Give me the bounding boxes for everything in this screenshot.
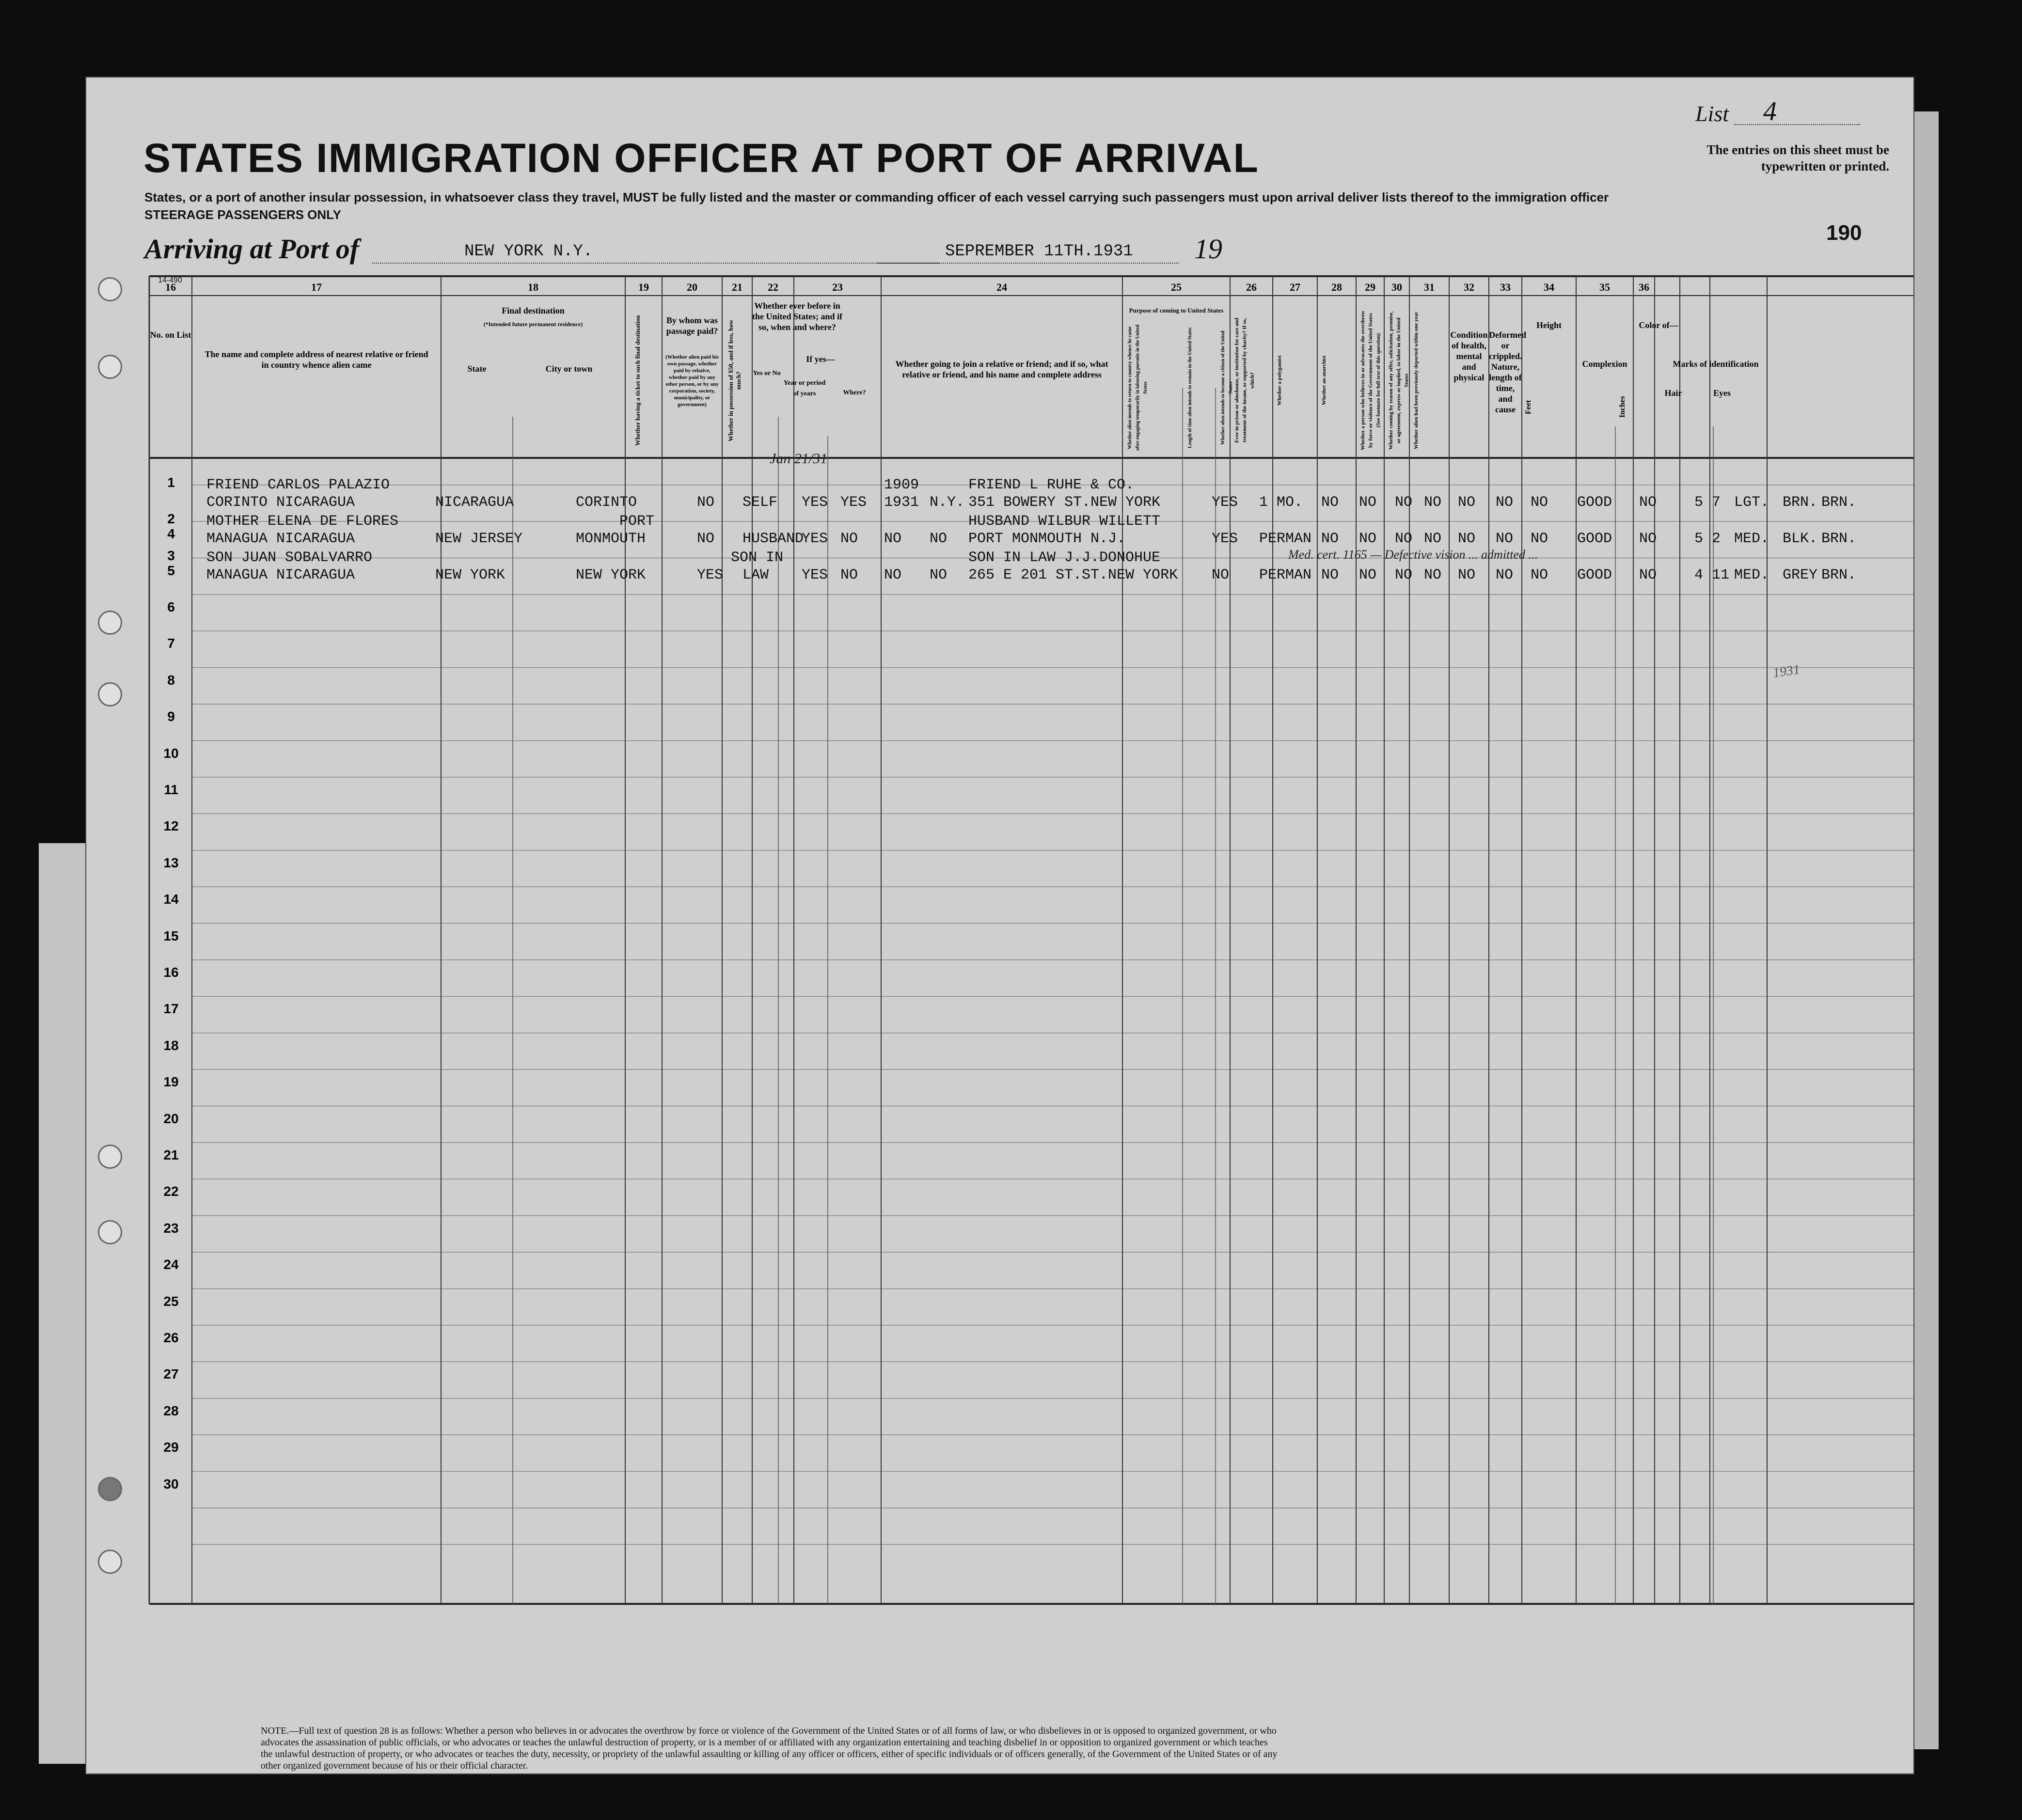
column-number: 35: [1599, 281, 1610, 293]
page-number: 190: [1826, 221, 1862, 245]
binder-hole: [98, 355, 122, 379]
column-number: 30: [1391, 281, 1402, 293]
manifest-grid: [86, 78, 1913, 1773]
fifty-dollars: YES: [802, 494, 828, 511]
row-number: 4: [167, 526, 175, 542]
join-relative: HUSBAND WILBUR WILLETT: [968, 513, 1161, 530]
height-feet: 4: [1694, 567, 1704, 583]
height-inches: 11: [1712, 567, 1730, 583]
column-number: 32: [1464, 281, 1474, 293]
eye-color: BRN.: [1821, 531, 1857, 547]
column-number: 31: [1424, 281, 1435, 293]
relative-address: MANAGUA NICARAGUA: [206, 531, 355, 547]
eye-color: BRN.: [1821, 567, 1857, 583]
citizen-intent: NO: [1321, 531, 1339, 547]
health: GOOD: [1577, 567, 1612, 583]
before-in-us: NO: [840, 531, 858, 547]
hair-color: BLK.: [1783, 531, 1818, 547]
row-number: 20: [163, 1111, 179, 1126]
relative-address: CORINTO NICARAGUA: [206, 494, 355, 511]
column-header: Height: [1536, 320, 1562, 330]
return-intent: YES: [1212, 494, 1238, 511]
row-number: 10: [163, 745, 179, 761]
row-number: 6: [167, 599, 175, 614]
ticket: NO: [697, 531, 715, 547]
deformed: NO: [1639, 567, 1657, 583]
column-subheader: Hair: [1664, 388, 1682, 398]
column-header: Whether a person who believes in or advocates the overthrow by force or violence of the Government of the United States (See footnote for full text of this question): [1360, 310, 1381, 451]
binder-hole: [98, 1550, 122, 1574]
column-subheader: City or town: [545, 364, 593, 374]
where: N.Y.: [930, 494, 965, 511]
overthrow: NO: [1458, 567, 1476, 583]
length-of-stay: 1 MO.: [1259, 494, 1303, 511]
relative-name: MOTHER ELENA DE FLORES: [206, 513, 399, 530]
manifest-sheet: [86, 78, 1913, 1804]
column-number: 17: [311, 281, 322, 293]
join-relative: FRIEND L RUHE & CO.: [968, 477, 1135, 493]
column-subheader: If yes—: [806, 354, 835, 364]
year-period: NO: [884, 531, 902, 547]
dest-city: NEW YORK: [576, 567, 646, 583]
column-header: Whether having a ticket to such final destination: [634, 315, 641, 446]
column-header: Whether ever before in the United States; and if so, when and where?: [752, 301, 843, 332]
column-subheader: State: [467, 364, 487, 374]
deported: NO: [1531, 567, 1548, 583]
health: GOOD: [1577, 494, 1612, 511]
row-number: 23: [163, 1220, 179, 1236]
labor-offer: NO: [1496, 494, 1514, 511]
column-subheader: Whether alien intends to return to country whence he came after engaging temporarily in laboring pursuits in the United States: [1127, 325, 1148, 451]
anarchist: NO: [1424, 567, 1442, 583]
row-number: 22: [163, 1184, 179, 1199]
column-subheader: Year or period of years: [783, 379, 826, 397]
list-number: 4: [1763, 96, 1777, 126]
ticket: YES: [697, 567, 724, 583]
list-label: List: [1695, 101, 1729, 126]
column-subheader: (Whether alien paid his own passage, whether paid by relative, whether paid by any other person, or by any corporation, society, municipality, or government): [665, 354, 719, 408]
year-period-line1: 1909: [884, 477, 919, 493]
row-number: 21: [163, 1147, 179, 1162]
fifty-dollars: YES: [802, 567, 828, 583]
arriving-label: Arriving at Port of: [144, 233, 360, 265]
column-number: 18: [528, 281, 538, 293]
passage-paid: LAW: [742, 567, 769, 583]
column-header: Whether coming by reason of any offer, solicitation, promise, or agreement, express or implied, to labor in the United States: [1388, 311, 1409, 450]
height-feet: 5: [1694, 494, 1704, 511]
row-number: 19: [163, 1074, 179, 1090]
height-feet: 5: [1694, 531, 1704, 547]
column-header: Marks of identification: [1673, 359, 1759, 369]
column-header: Ever in prison or almshouse, or institution for care and treatment of the insane, or supported by charity? If so, which?: [1234, 317, 1255, 443]
relative-name: FRIEND CARLOS PALAZIO: [206, 477, 390, 493]
row-number: 27: [163, 1366, 179, 1382]
column-header: Purpose of coming to United States: [1129, 307, 1224, 314]
underlying-sheet: [39, 843, 92, 1764]
prison-almshouse: NO: [1359, 567, 1377, 583]
column-subheader: Inches: [1618, 396, 1627, 418]
row-number: 2: [167, 511, 175, 527]
join-address: 265 E 201 ST.ST.NEW YORK: [968, 567, 1178, 583]
passage-paid: SELF: [742, 494, 778, 511]
column-header: Condition of health, mental and physical: [1450, 330, 1488, 382]
year-period: 1931: [884, 494, 919, 511]
column-header: Whether a polygamist: [1277, 355, 1282, 406]
column-header: Whether going to join a relative or friend; and if so, what relative or friend, and his name and complete address: [895, 359, 1108, 379]
row-number: 26: [163, 1330, 179, 1345]
complexion: LGT.: [1734, 494, 1769, 511]
year-period: NO: [884, 567, 902, 583]
binder-hole: [98, 682, 122, 706]
row-number: 16: [163, 965, 179, 980]
return-intent: YES: [1212, 531, 1238, 547]
join-address: PORT MONMOUTH N.J.: [968, 531, 1126, 547]
labor-offer: NO: [1496, 531, 1514, 547]
column-number: 24: [996, 281, 1007, 293]
column-number: 33: [1500, 281, 1511, 293]
labor-offer: NO: [1496, 567, 1514, 583]
height-inches: 7: [1712, 494, 1721, 511]
column-number: 36: [1639, 281, 1649, 293]
row-number: 1: [167, 475, 175, 490]
row-number: 29: [163, 1440, 179, 1455]
column-number: 21: [732, 281, 742, 293]
citizen-intent: NO: [1321, 494, 1339, 511]
binder-hole: [98, 611, 122, 635]
row-number: 5: [167, 563, 175, 578]
column-subheader: Eyes: [1713, 388, 1731, 398]
column-number: 19: [638, 281, 649, 293]
join-address: 351 BOWERY ST.NEW YORK: [968, 494, 1161, 511]
overthrow: NO: [1458, 531, 1476, 547]
deported: NO: [1531, 531, 1548, 547]
anarchist: NO: [1424, 494, 1442, 511]
ticket: NO: [697, 494, 715, 511]
column-header: Whether alien had been previously deported within one year: [1413, 312, 1419, 449]
row-number: 14: [163, 892, 179, 907]
form-title: STATES IMMIGRATION OFFICER AT PORT OF ARRIVAL: [143, 135, 1259, 181]
row-number: 24: [163, 1257, 179, 1272]
column-subheader: Feet: [1524, 400, 1532, 414]
deformed: NO: [1639, 531, 1657, 547]
hair-color: BRN.: [1783, 494, 1818, 511]
complexion: MED.: [1734, 531, 1769, 547]
handwritten-date: Jan 21/31: [770, 451, 828, 467]
deformed: NO: [1639, 494, 1657, 511]
dest-state: NEW JERSEY: [435, 531, 523, 547]
join-relative: SON IN LAW J.J.DONOHUE: [968, 549, 1161, 566]
underlying-sheet-right: [1910, 111, 1939, 1749]
handwritten-medical-note: Med. cert. 1165 — Defective vision ... admitted ...: [1288, 548, 1538, 562]
return-intent: NO: [1212, 567, 1230, 583]
footer-code: 14-490: [1201, 1797, 1222, 1804]
port-value: NEW YORK N.Y.: [464, 242, 593, 261]
steerage-label: STEERAGE PASSENGERS ONLY: [144, 207, 341, 222]
dest-state: NEW YORK: [435, 567, 506, 583]
row-number: 13: [163, 855, 179, 870]
binder-hole: [98, 1477, 122, 1501]
column-number: 23: [832, 281, 843, 293]
binder-hole: [98, 1220, 122, 1244]
column-number: 27: [1290, 281, 1300, 293]
passage-paid-line1: SON IN: [731, 549, 784, 566]
row-number: 17: [163, 1001, 179, 1017]
column-header: Color of—: [1639, 320, 1678, 330]
column-header: Whether an anarchist: [1321, 355, 1327, 406]
before-in-us: YES: [840, 494, 867, 511]
row-number: 3: [167, 548, 175, 563]
year-label: 19: [1194, 233, 1222, 265]
column-subheader: Length of time alien intends to remain in the United States: [1187, 327, 1193, 448]
relative-address: MANAGUA NICARAGUA: [206, 567, 355, 583]
polygamist: NO: [1395, 567, 1413, 583]
column-number: 22: [768, 281, 778, 293]
binder-hole: [98, 1145, 122, 1169]
row-number: 28: [163, 1403, 179, 1418]
dest-city-line1: PORT: [619, 513, 655, 530]
column-number: 25: [1171, 281, 1182, 293]
row-number: 18: [163, 1037, 179, 1053]
anarchist: NO: [1424, 531, 1442, 547]
prison-almshouse: NO: [1359, 494, 1377, 511]
date-value: SEPREMBER 11TH.1931: [945, 242, 1133, 261]
complexion: MED.: [1734, 567, 1769, 583]
health: GOOD: [1577, 531, 1612, 547]
column-number: 34: [1544, 281, 1554, 293]
hair-color: GREY: [1783, 567, 1818, 583]
row-number: 8: [167, 672, 175, 688]
deported: NO: [1531, 494, 1548, 511]
column-number: 26: [1246, 281, 1257, 293]
row-number: 7: [167, 636, 175, 651]
entries-note: The entries on this sheet must be typewritten or printed.: [1706, 142, 1889, 173]
length-of-stay: PERMAN: [1259, 567, 1312, 583]
row-number: 30: [163, 1476, 179, 1491]
footnote: NOTE.—Full text of question 28 is as follows: Whether a person who believes in or advocates the overthrow by force or violence of the Government of the United States or of all forms of law, or who disbelieves in or is opposed to organized government, or who advocates the assassination of public officials, or who advocates or teaches the unlawful destruction of property, or is a member of or affiliated with any organization entertaining and teaching disbelief in or opposition to organized government or which teaches the unlawful destruction of property, or who advocates or teaches the duty, necessity, or propriety of the unlawful assaulting or killing of any officer or officers, either of specific individuals or of officers generally, of the Government of the United States or of any other organized government because of his or their official character.: [261, 1726, 1278, 1771]
column-subheader: (*Intended future permanent residence): [483, 321, 583, 328]
polygamist: NO: [1395, 494, 1413, 511]
column-header: Deformed or crippled. Nature, length of time, and cause: [1489, 330, 1526, 414]
column-header: Final destination: [502, 306, 565, 315]
relative-name: SON JUAN SOBALVARRO: [206, 549, 373, 566]
before-in-us: NO: [840, 567, 858, 583]
column-header: By whom was passage paid?: [666, 315, 718, 336]
column-number: 16: [165, 281, 176, 293]
row-number: 9: [167, 709, 175, 724]
dest-city: CORINTO: [576, 494, 637, 511]
where: NO: [930, 531, 948, 547]
column-header: Whether in possession of $50, and if less, how much?: [727, 319, 742, 441]
dest-city: MONMOUTH: [576, 531, 646, 547]
row-number: 11: [164, 782, 178, 797]
where: NO: [930, 567, 948, 583]
overthrow: NO: [1458, 494, 1476, 511]
citizen-intent: NO: [1321, 567, 1339, 583]
column-header: The name and complete address of nearest relative or friend in country whence alien came: [205, 349, 428, 370]
column-header: Complexion: [1582, 359, 1627, 369]
column-subheader: Yes or No: [753, 370, 781, 377]
column-number: 29: [1365, 281, 1375, 293]
eye-color: BRN.: [1821, 494, 1857, 511]
form-code: 14-490: [158, 276, 182, 284]
row-number: 25: [163, 1293, 179, 1309]
dest-state: NICARAGUA: [435, 494, 514, 511]
passage-paid: HUSBAND: [742, 531, 804, 547]
prison-almshouse: NO: [1359, 531, 1377, 547]
column-number: 20: [687, 281, 697, 293]
binder-hole: [98, 277, 122, 301]
height-inches: 2: [1712, 531, 1721, 547]
row-number: 12: [163, 818, 179, 834]
handwritten-margin-note: 1931: [1772, 662, 1801, 681]
column-subheader: Where?: [843, 389, 866, 396]
column-subheader: Whether alien intends to become a citizen of the United States: [1220, 330, 1233, 445]
row-number: 15: [163, 928, 179, 943]
column-header: No. on List: [150, 330, 191, 340]
fifty-dollars: YES: [802, 531, 828, 547]
form-instructions: States, or a port of another insular possession, in whatsoever class they travel, MUST be fully listed and the master or commanding officer of each vessel carrying such passengers must upon arrival deliver lists thereof to the immigration officer: [144, 190, 1609, 204]
column-number: 28: [1331, 281, 1342, 293]
length-of-stay: PERMAN: [1259, 531, 1312, 547]
polygamist: NO: [1395, 531, 1413, 547]
